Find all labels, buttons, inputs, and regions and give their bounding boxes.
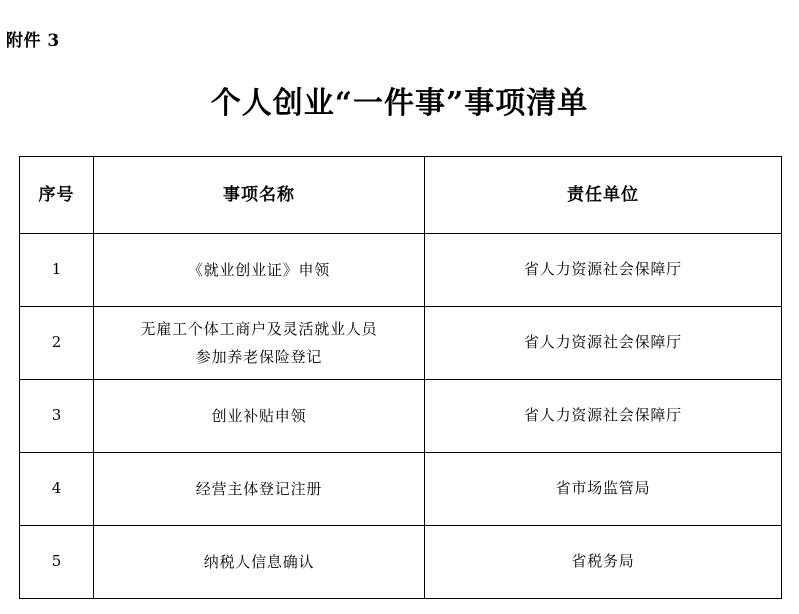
row-index: 1 (20, 234, 94, 307)
row-item-name (94, 380, 425, 453)
row-index: 5 (20, 526, 94, 599)
row-item-name-line1: 《就业创业证》申领 (187, 260, 331, 279)
column-header-unit: 责任单位 (425, 157, 782, 234)
attachment-label: 附件 3 (6, 31, 60, 51)
row-responsible-unit: 省人力资源社会保障厅 (425, 307, 782, 380)
row-index: 2 (20, 307, 94, 380)
items-table (19, 156, 782, 599)
row-item-name-line1: 经营主体登记注册 (195, 479, 323, 498)
table-header-row (20, 157, 782, 234)
row-index: 3 (20, 380, 94, 453)
row-item-name (94, 307, 425, 380)
row-item-name-line1: 创业补贴申领 (211, 406, 307, 425)
row-responsible-unit: 省市场监管局 (425, 453, 782, 526)
row-item-name (94, 234, 425, 307)
row-item-name (94, 453, 425, 526)
table-row (20, 234, 782, 307)
row-item-name-line1: 无雇工个体工商户及灵活就业人员 (140, 319, 378, 338)
row-responsible-unit: 省人力资源社会保障厅 (425, 234, 782, 307)
row-responsible-unit: 省人力资源社会保障厅 (425, 380, 782, 453)
table-row (20, 307, 782, 380)
column-header-index: 序号 (20, 157, 94, 234)
page-title: 个人创业“一件事”事项清单 (210, 86, 589, 121)
row-index: 4 (20, 453, 94, 526)
row-item-name (94, 526, 425, 599)
items-table-container (19, 156, 781, 599)
row-responsible-unit: 省税务局 (425, 526, 782, 599)
table-row (20, 380, 782, 453)
table-row (20, 526, 782, 599)
table-row (20, 453, 782, 526)
row-item-name-line1: 纳税人信息确认 (203, 552, 315, 571)
column-header-name: 事项名称 (94, 157, 425, 234)
row-item-name-line2: 参加养老保险登记 (195, 348, 323, 366)
